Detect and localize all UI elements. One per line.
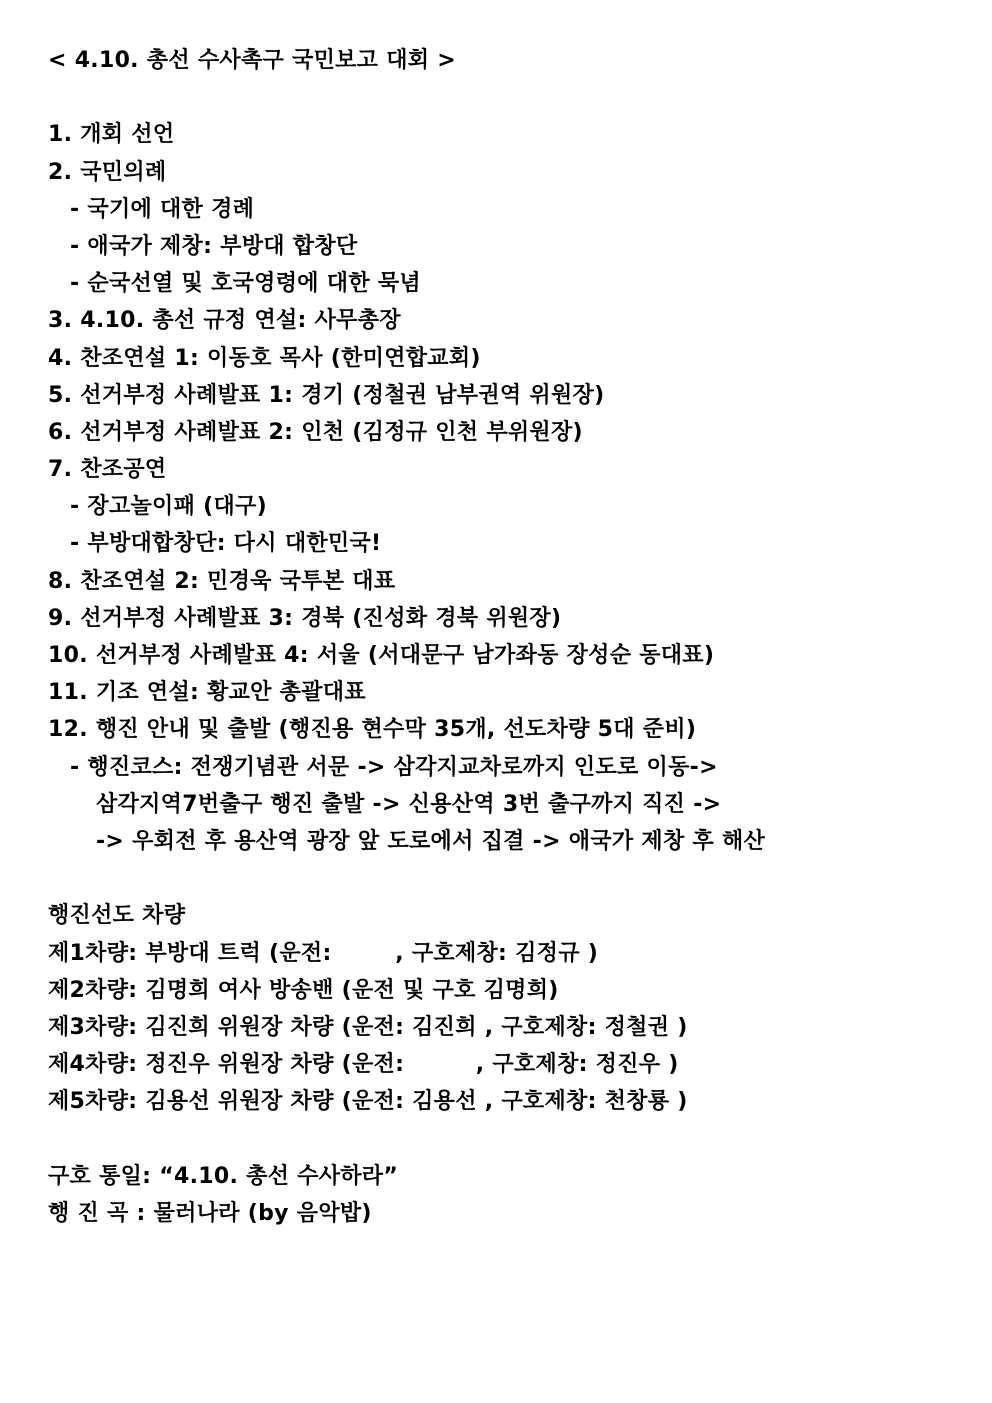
program-subitem: - 장고놀이패 (대구) (70, 494, 267, 520)
program-subitem: - 순국선열 및 호국영령에 대한 묵념 (70, 271, 421, 297)
program-subitem: - 행진코스: 전쟁기념관 서문 -> 삼각지교차로까지 인도로 이동-> (70, 754, 718, 780)
spacer (48, 1120, 968, 1157)
vehicle-item: 제3차량: 김진희 위원장 차량 (운전: 김진희 , 구호제창: 정철권 ) (48, 1014, 688, 1040)
program-item: 9. 선거부정 사례발표 3: 경북 (진성화 경북 위원장) (48, 605, 562, 631)
vehicle-item: 제5차량: 김용선 위원장 차량 (운전: 김용선 , 구호제창: 천창룡 ) (48, 1089, 688, 1115)
program-item: 3. 4.10. 총선 규정 연설: 사무총장 (48, 308, 401, 334)
program-item: 12. 행진 안내 및 출발 (행진용 현수막 35개, 선도차량 5대 준비) (48, 717, 697, 743)
program-item: 1. 개회 선언 (48, 122, 175, 148)
program-item: 10. 선거부정 사례발표 4: 서울 (서대문구 남가좌동 장성순 동대표) (48, 643, 715, 668)
program-item: 8. 찬조연설 2: 민경욱 국투본 대표 (48, 568, 396, 594)
program-subitem: - 국기에 대한 경례 (70, 196, 255, 222)
vehicle-heading: 행진선도 차량 (48, 903, 186, 929)
program-item: 6. 선거부정 사례발표 2: 인천 (김정규 인천 부위원장) (48, 419, 583, 445)
document-body (48, 42, 968, 1232)
program-continuation: 삼각지역7번출구 행진 출발 -> 신용산역 3번 출구까지 직진 -> (96, 791, 722, 817)
program-subitem: - 애국가 제창: 부방대 합창단 (70, 233, 358, 259)
spacer (48, 860, 968, 897)
vehicle-section (48, 897, 968, 1120)
program-item: 7. 찬조공연 (48, 457, 167, 483)
program-item: 4. 찬조연설 1: 이동호 목사 (한미연합교회) (48, 345, 481, 371)
program-item: 2. 국민의례 (48, 159, 167, 185)
vehicle-item: 제4차량: 정진우 위원장 차량 (운전: , 구호제창: 정진우 ) (48, 1052, 679, 1078)
program-list (48, 116, 968, 860)
document-title: < 4.10. 총선 수사촉구 국민보고 대회 > (48, 48, 456, 73)
program-subitem: - 부방대합창단: 다시 대한민국! (70, 531, 382, 557)
march-song: 행 진 곡 : 물러나라 (by 음악밥) (48, 1200, 372, 1226)
program-continuation: -> 우회전 후 용산역 광장 앞 도로에서 집결 -> 애국가 제창 후 해산 (96, 828, 766, 854)
vehicle-item: 제2차량: 김명희 여사 방송밴 (운전 및 구호 김명희) (48, 977, 559, 1003)
spacer (48, 79, 968, 116)
slogan: 구호 통일: “4.10. 총선 수사하라” (48, 1163, 399, 1189)
vehicle-item: 제1차량: 부방대 트럭 (운전: , 구호제창: 김정규 ) (48, 940, 599, 966)
program-item: 11. 기조 연설: 황교안 총괄대표 (48, 680, 366, 706)
program-item: 5. 선거부정 사례발표 1: 경기 (정철권 남부권역 위원장) (48, 382, 605, 408)
